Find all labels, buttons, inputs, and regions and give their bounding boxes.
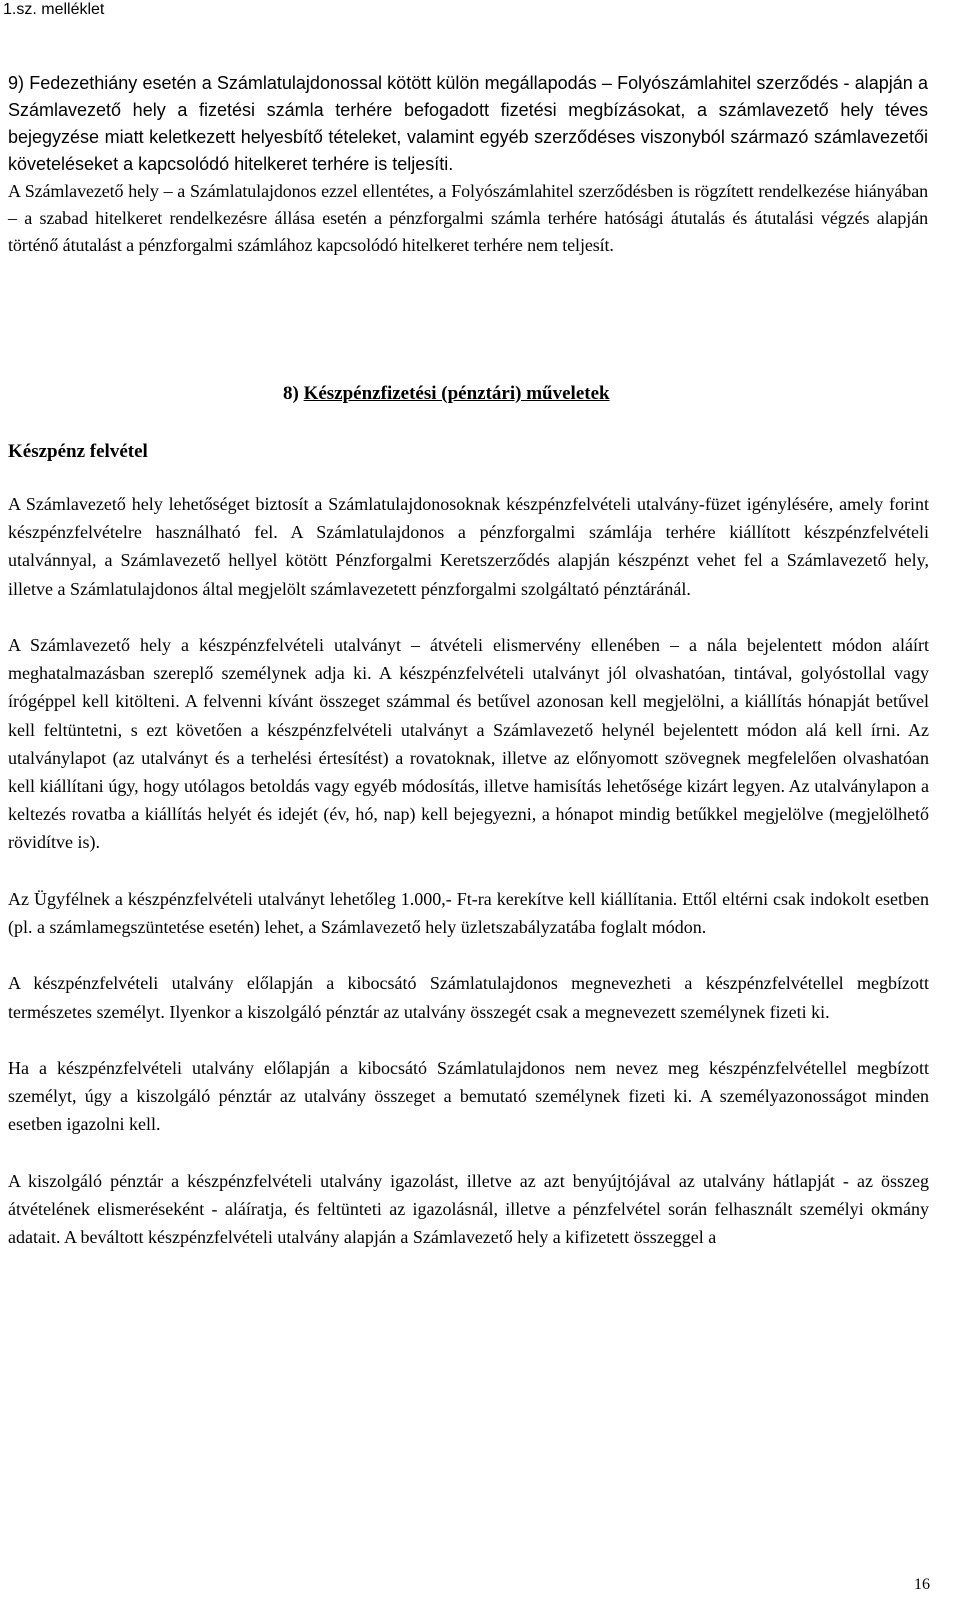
section-9-paragraph-1: 9) Fedezethiány esetén a Számlatulajdonossal kötött külön megállapodás – Folyószámlahitel szerződés - alapján a Számlavezető hely a fizetési számla terhére befogadott fizetési megbízásokat, a számlavezető hely téves bejegyzése miatt keletkezett helyesbítő tételeket, valamint egyéb szerződéses viszonyból származó számlavezetői követeléseket a kapcsolódó hitelkeret terhére is teljesíti. <box>8 73 928 174</box>
body-paragraph-3: Az Ügyfélnek a készpénzfelvételi utalványt lehetőleg 1.000,- Ft-ra kerekítve kell kiállítania. Ettől eltérni csak indokolt esetben (pl. a számlamegszüntetése esetén) lehet, a Számlavezető hely üzletszabályzatába foglalt módon. <box>8 888 929 938</box>
page-number: 16 <box>914 1576 930 1593</box>
body-paragraph-2: A Számlavezető hely a készpénzfelvételi utalványt – átvételi elismervény ellenében – a nála bejelentett módon aláírt meghatalmazásban szereplő személynek adja ki. A készpénzfelvételi utalványt jól olvashatóan, tintával, golyóstollal vagy írógéppel kell kitölteni. A felvenni kívánt összeget számmal és betűvel azonosan kell megjelölni, a kiállítás hónapját betűvel kell feltüntetni, s ezt követően a készpénzfelvételi utalványt a Számlavezető helynél bejelentett módon alá kell írni. Az utalványlapot (az utalványt és a terhelési értesítést) a rovatoknak, illetve az előnyomott szövegnek megfelelően olvashatóan kell kiállítani úgy, hogy utólagos betoldás vagy egyéb módosítás, illetve hamisítás lehetősége kizárt legyen. Az utalványlapon a keltezés rovatba a kiállítás helyét és idejét (év, hó, nap) kell bejegyezni, a hónapot mindig betűkkel megjelölve (megjelölhető rövidítve is). <box>8 635 929 853</box>
body-paragraph-4: A készpénzfelvételi utalvány előlapján a kibocsátó Számlatulajdonos megnevezheti a készpénzfelvétellel megbízott természetes személyt. Ilyenkor a kiszolgáló pénztár az utalvány összegét csak a megnevezett személynek fizeti ki. <box>8 973 929 1022</box>
section-8-heading <box>283 380 610 408</box>
body-paragraph-6: A kiszolgáló pénztár a készpénzfelvételi utalvány igazolást, illetve az azt benyújtójával az utalvány hátlapját - az összeg átvételének elismeréseként - aláíratja, és feltünteti az igazolásnál, illetve a pénzfelvétel során felhasznált személyi okmány adatait. A beváltott készpénzfelvételi utalvány alapján a Számlavezető hely a kifizetett összeggel a <box>8 1170 929 1248</box>
section-9-paragraph-2: A Számlavezető hely – a Számlatulajdonos ezzel ellentétes, a Folyószámlahitel szerződésben is rögzített rendelkezése hiányában – a szabad hitelkeret rendelkezésre állása esetén a pénzforgalmi számla terhére hatósági átutalás és átutalási végzés alapján történő átutalást a pénzforgalmi számlához kapcsolódó hitelkeret terhére nem teljesít. <box>8 181 928 255</box>
annex-label: 1.sz. melléklet <box>3 1 105 18</box>
side-label-cash-withdrawal: Készpénz felvétel <box>8 441 148 462</box>
section-8-number: 8) <box>283 383 299 404</box>
body-paragraph-1: A Számlavezető hely lehetőséget biztosít a Számlatulajdonosoknak készpénzfelvételi utalvány-füzet igénylésére, amely forint készpénzfelvételre használható fel. A Számlatulajdonos a pénzforgalmi számlája terhére kiállított készpénzfelvételi utalvánnyal, a Számlavezető hellyel kötött Pénzforgalmi Keretszerződés alapján készpénzt vehet fel a Számlavezető hely, illetve a Számlatulajdonos által megjelölt számlavezetett pénzforgalmi szolgáltató pénztáránál. <box>8 494 929 599</box>
body-paragraph-5: Ha a készpénzfelvételi utalvány előlapján a kibocsátó Számlatulajdonos nem nevez meg készpénzfelvétellel megbízott személyt, úgy a kiszolgáló pénztár az utalvány összeget a bemutató személynek fizeti ki. A személyazonosságot minden esetben igazolni kell. <box>8 1058 929 1135</box>
section-9 <box>8 70 928 259</box>
section-8-body <box>8 490 929 1280</box>
section-8-title: Készpénzfizetési (pénztári) műveletek <box>303 383 610 404</box>
